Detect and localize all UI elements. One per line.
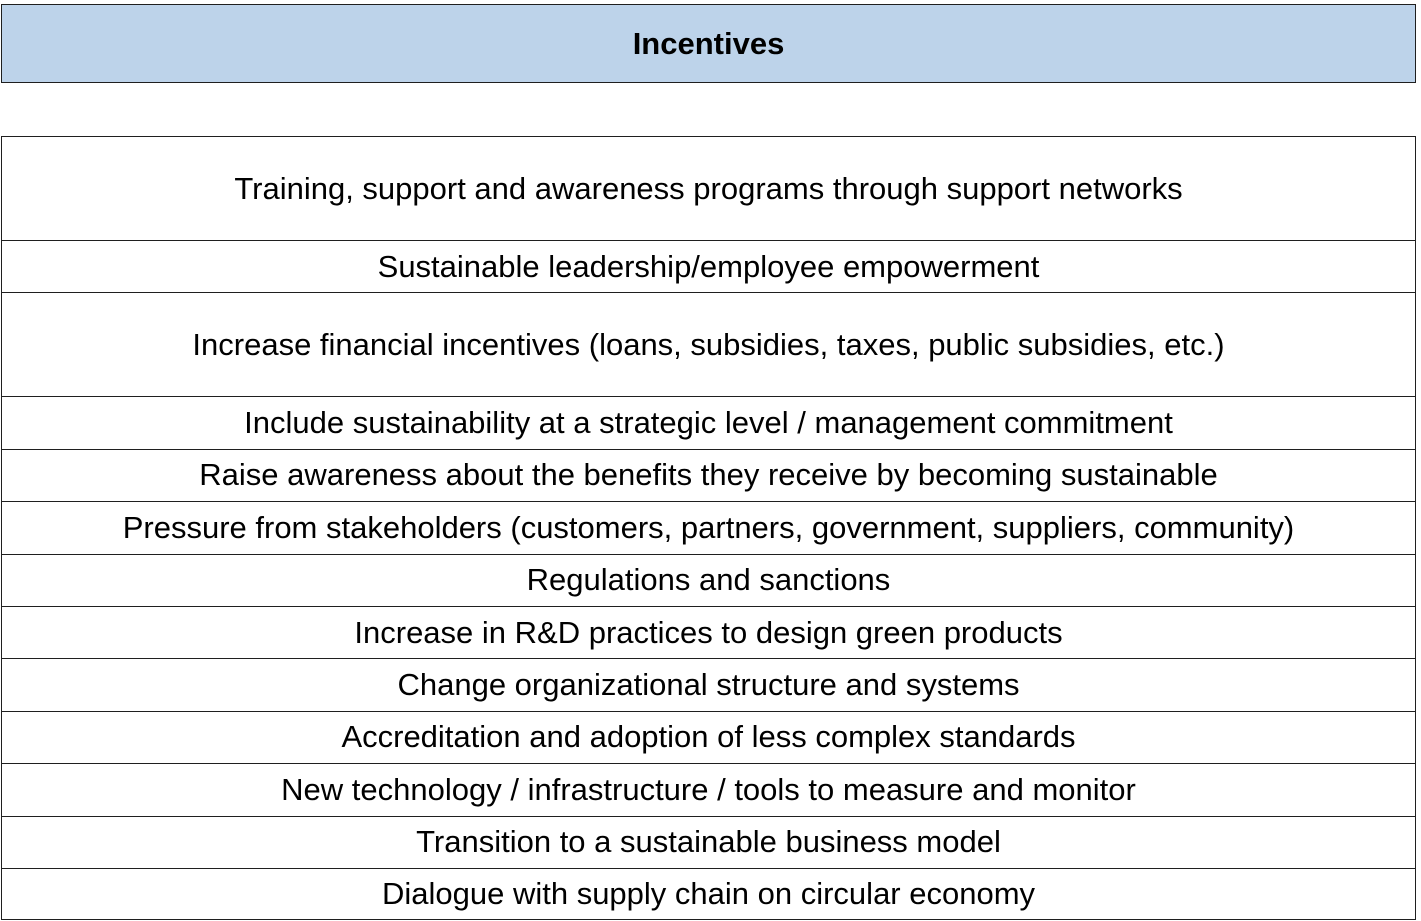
table-row	[2, 712, 1415, 764]
table-row	[2, 659, 1415, 711]
table-cell: Increase in R&D practices to design green products	[354, 614, 1063, 650]
table-cell: New technology / infrastructure / tools to measure and monitor	[281, 771, 1136, 807]
table-cell: Transition to a sustainable business model	[416, 824, 1001, 860]
table-cell: Training, support and awareness programs through support networks	[234, 170, 1183, 206]
table-row	[2, 397, 1415, 449]
table-cell: Raise awareness about the benefits they receive by becoming sustainable	[199, 457, 1218, 493]
table-cell: Sustainable leadership/employee empowerment	[377, 248, 1040, 284]
table-row	[2, 293, 1415, 397]
table-cell: Dialogue with supply chain on circular economy	[381, 875, 1036, 911]
table-row	[2, 869, 1415, 920]
table-row	[2, 137, 1415, 241]
incentives-header	[1, 4, 1416, 83]
incentives-table	[1, 136, 1416, 920]
table-row	[2, 607, 1415, 659]
table-cell: Change organizational structure and systems	[397, 667, 1020, 703]
table-row	[2, 817, 1415, 869]
table-cell: Accreditation and adoption of less complex standards	[341, 719, 1076, 755]
table-cell: Increase financial incentives (loans, subsidies, taxes, public subsidies, etc.)	[192, 326, 1225, 362]
table-row	[2, 241, 1415, 293]
table-row	[2, 502, 1415, 554]
table-row	[2, 450, 1415, 502]
table-cell: Pressure from stakeholders (customers, partners, government, suppliers, community)	[122, 509, 1295, 545]
table-cell: Include sustainability at a strategic level / management commitment	[244, 405, 1173, 441]
table-cell: Regulations and sanctions	[526, 562, 891, 598]
header-title: Incentives	[632, 25, 785, 61]
table-row	[2, 555, 1415, 607]
table-row	[2, 764, 1415, 816]
